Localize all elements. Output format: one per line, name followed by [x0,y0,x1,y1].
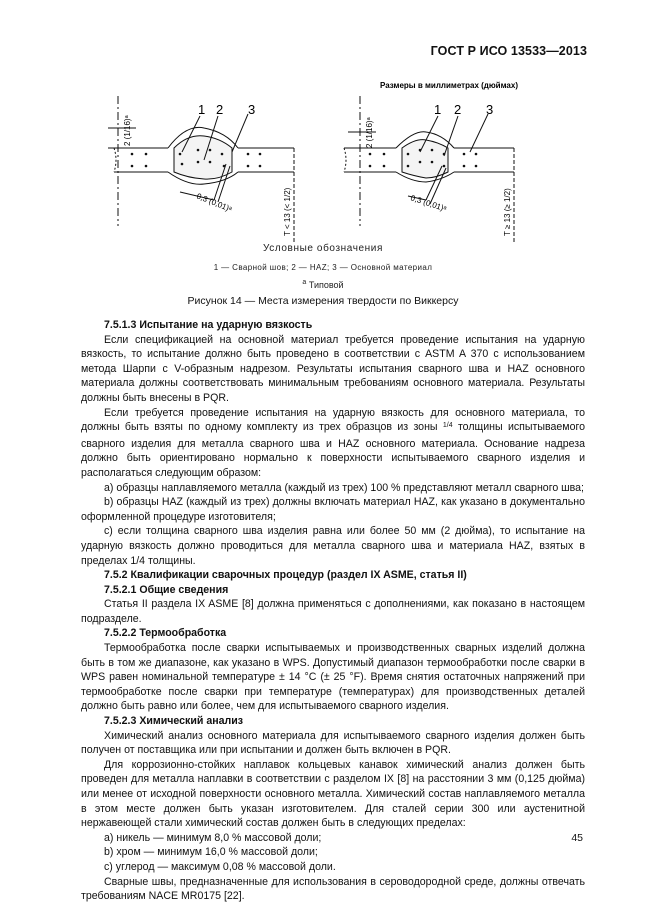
section-7-5-1-3-title: 7.5.1.3 Испытание на ударную вязкость [104,319,313,331]
left-callout-3: 3 [248,102,256,117]
section-7-5-2-1-title: 7.5.2.1 Общие сведения [104,583,229,596]
list-item: с) углерод — максимум 0,08 % массовой доли. [104,860,336,873]
legend-note-mark: a [302,279,307,286]
right-dim-offset: 0,3 (0,01)ᵃ [409,193,448,214]
document-code-header: ГОСТ Р ИСО 13533—2013 [430,44,587,58]
section-7-5-2-2-title: 7.5.2.2 Термообработка [104,627,227,640]
left-dim-top: 2 (1/16)ᵃ [123,115,132,146]
paragraph: Сварные швы, предназначенные для использования в сероводородной среде, должны отвечать требованиям NACE MR0175 [22]. [81,875,585,903]
left-callout-2: 2 [216,102,224,117]
paragraph: Химический анализ основного материала для испытываемого сварного изделия должен быть получен от поставщика или при испытании и должен быть включен в PQR. [81,729,585,757]
left-dim-offset: 0,3 (0,01)ᵃ [195,191,234,214]
legend-items: 1 — Сварной шов; 2 — HAZ; 3 — Основной материал [213,263,433,272]
left-dim-thickness: T < 13 (< 1/2) [283,187,292,236]
right-dim-top: 2 (1/16)ᵃ [365,117,374,148]
list-item: b) хром — минимум 16,0 % массовой доли; [104,846,318,859]
section-7-5-2-title: 7.5.2 Квалификации сварочных процедур (раздел IX ASME, статья II) [104,569,467,582]
list-item: а) никель — минимум 8,0 % массовой доли; [104,831,322,844]
list-item: а) образцы наплавляемого металла (каждый из трех) 100 % представляют металл сварного шва; [104,481,584,494]
right-dim-thickness: T ≥ 13 (≥ 1/2) [503,188,512,236]
paragraph: Термообработка после сварки испытываемых и производственных сварных изделий должна быть в том же диапазоне, как указано в WPS. Допустимый диапазон термообработки после сварки в WPS равен номинальной температуре ± 14 °C (± 25 °F). Время снятия остаточных напряжений при термообработке после сварки при температуре (температурах) для производственных деталей должно быть равно или более, чем для испытываемого сварного изделия. [81,642,585,713]
paragraph: Если требуется проведение испытания на ударную вязкость для основного материала, то должны быть взяты по одному комплекту из трех образцов из зоны $^{1/4}$ толщины испытываемого сварного изделия для металла сварного шва и HAZ основного материала. Основание надреза должно быть ориентировано нормально к поверхности испытываемого сварного изделия и располагаться следующим образом: [81,406,585,479]
list-item: с) если толщина сварного шва изделия равна или более 50 мм (2 дюйма), то испытание на ударную вязкость должно проводиться для металла сварного шва и материала HAZ, взятых в пределах 1/4 толщины. [81,525,585,567]
figure-caption: Рисунок 14 — Места измерения твердости по Виккерсу [187,295,459,307]
legend-note-text: Типовой [308,280,344,290]
left-callout-1: 1 [198,102,206,117]
legend-title: Условные обозначения [262,243,384,254]
legend-note [0,279,646,290]
right-callout-2: 2 [454,102,462,117]
paragraph: Для коррозионно-стойких наплавок кольцевых канавок химический анализ должен быть проведен для металла наплавки в соответствии с разделом IX [8] на расстоянии 3 мм (0,125 дюйма) или менее от исходной поверхности основного металла. Химический состав наплавляемого металла в этом месте должен быть указан изготовителем. Для сталей серии 300 или аустенитной нержавеющей стали химический состав должен быть в следующих пределах: [81,758,585,830]
page-number: 45 [571,832,583,844]
section-7-5-2-3-title: 7.5.2.3 Химический анализ [104,715,244,728]
right-callout-3: 3 [486,102,494,117]
body-text [81,318,585,904]
paragraph: Если спецификацией на основной материал требуется проведение испытания на ударную вязкость, то испытание должно быть проведено в соответствии с ASTM A 370 с использованием метода Шарпи с V-образным надрезом. Результаты испытания сварного шва и HAZ основного материала должны соответствовать минимальным требованиям основного материала. Результаты должны быть внесены в PQR. [81,333,585,404]
hardness-test-figure [108,76,588,246]
list-item: b) образцы HAZ (каждый из трех) должны включать материал HAZ, как указано в документально оформленной процедуре изготовителя; [81,496,585,523]
dimensions-note: Размеры в миллиметрах (дюймах) [380,81,518,90]
right-callout-1: 1 [434,102,442,117]
left-weld-diagram [108,96,294,244]
fraction: 1/4 [442,422,453,430]
paragraph: Статья II раздела IX ASME [8] должна применяться с дополнениями, как показано в настоящем подразделе. [81,598,585,625]
